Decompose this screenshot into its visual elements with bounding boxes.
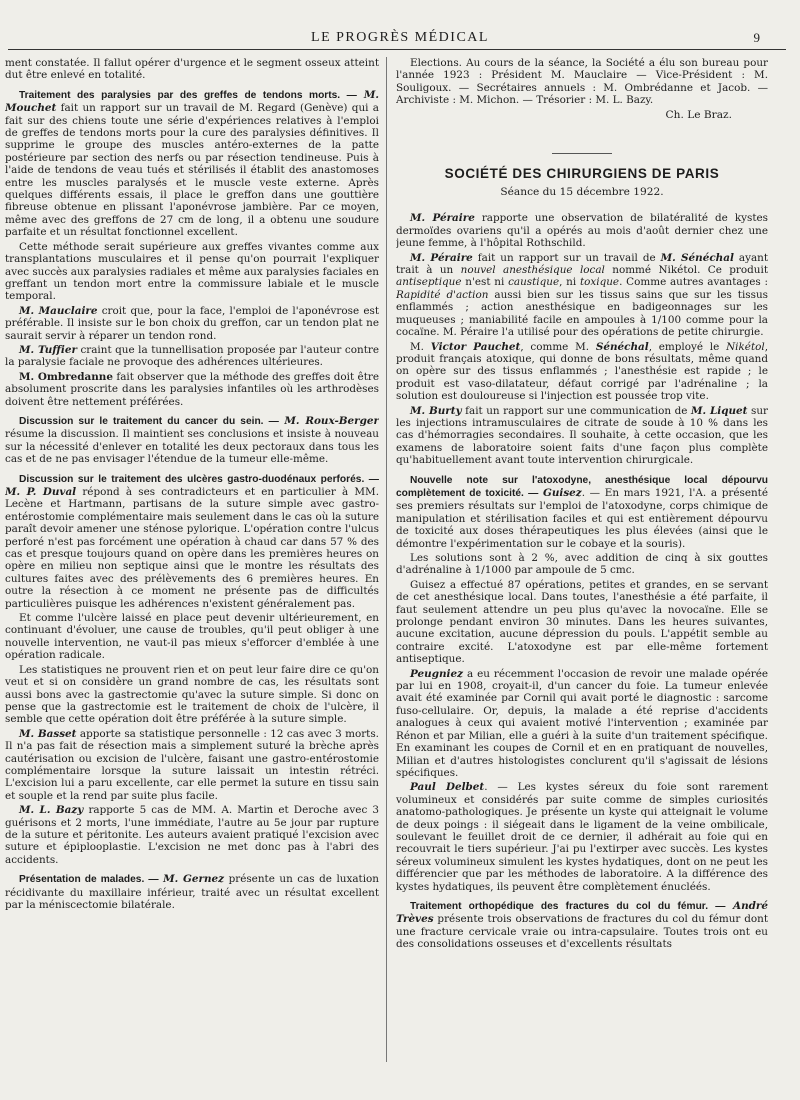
paragraph bbox=[5, 804, 379, 866]
paragraph: Cette méthode serait supérieure aux greffes vivantes comme aux transplantations musculaires et il pense qu'on pourrait l'expliquer avec succès aux paralysies radiales et même aux paralysies faciales en greffant un tendon mort entre la commissure labiale et le muscle temporal. bbox=[5, 240, 379, 303]
emphasis-text: caustique bbox=[508, 276, 560, 289]
page-header bbox=[0, 30, 800, 50]
speaker-name: M. Basset bbox=[19, 727, 77, 740]
speaker-name: M. Gernez bbox=[163, 873, 225, 886]
paragraph bbox=[5, 305, 379, 342]
speaker-name: M. Péraire bbox=[410, 212, 475, 225]
paragraph-text: craint que la tunnellisation proposée par l'auteur contre la paralysie faciale ne provoque des adhérences ultérieures. bbox=[5, 343, 379, 369]
header-rule bbox=[8, 49, 786, 50]
speaker-name: Peugniez bbox=[410, 667, 463, 680]
paragraph bbox=[5, 371, 379, 408]
paragraph-text: a eu récemment l'occasion de revoir une malade opérée par lui en 1908, croyait-il, d'un cancer du foie. La tumeur enlevée avait été examinée par Cornil qui avait porté le diagnostic : sarcome fuso-cellulaire. Or, depuis, la malade a été reprise d'accidents analogues à ceux qui avaient motivé l'intervention ; examinée par Rénon et par Milian, elle a guéri à la suite d'un traitement spécifique. En examinant les coupes de Cornil et en en pratiquant de nouvelles, Milian et d'autres histologistes conclurent qu'il s'agissait de lésions spécifiques. bbox=[396, 667, 768, 779]
emphasis-text: toxique bbox=[579, 276, 620, 289]
right-column bbox=[396, 57, 768, 1087]
paragraph bbox=[396, 781, 768, 893]
paragraph bbox=[396, 405, 768, 467]
speaker-name: André Trèves bbox=[396, 899, 768, 926]
paragraph-text: fait un rapport sur une communication de bbox=[461, 404, 691, 417]
paragraph-text: présente trois observations de fractures du col du fémur dont une fracture cervicale vraie ou intra-capsulaire. Toutes trois ont eu des consolidations osseuses et d'excellents résultats bbox=[396, 913, 768, 951]
section-atoxodyne bbox=[396, 474, 768, 550]
emphasis-text: nouvel anesthésique local bbox=[460, 264, 605, 277]
paragraph bbox=[396, 252, 768, 339]
section-heading: Discussion sur le traitement du cancer du sein. — bbox=[19, 415, 279, 427]
paragraph-text: , employé le bbox=[648, 340, 727, 353]
section-heading: Traitement orthopédique des fractures du col du fémur. — bbox=[410, 900, 726, 912]
paragraph-text: aussi bien sur les tissus sains que sur les tissus enflammés ; action anesthésique en badigeonnages sur les muqueuses ; maniabilité facile en ampoules à 1/100 comme pour la cocaïne. M. Péraire l'a utilisé pour des opérations de petite chirurgie. bbox=[396, 288, 768, 339]
paragraph-text: ayant trait à un bbox=[396, 251, 768, 277]
paragraph-text: . — Les kystes séreux du foie sont rarement volumineux et considérés par suite comme de simples curiosités anatomo-pathologiques. Je présente un kyste qui atteignait le volume de deux poings : il siégeait dans le ligament de la veine ombilicale, soulevant le feuillet droit de ce dernier, il adhérait au foie qui en recouvrait le tiers supérieur. J'ai pu l'extirper avec succès. Les kystes séreux volumineux simulent les kystes hydatiques, dont on ne peut les différencier que par les méthodes de laboratoire. A la différence des kystes hydatiques, ils peuvent être complètement énucléés. bbox=[396, 781, 768, 893]
paragraph-text: , produit français atoxique, qui donne de bons résultats, même quand on opère sur des tissus enflammés ; l'anesthésie est rapide ; le produit est vaso-dilatateur, défaut corrigé par l'adrénaline ; la solution est douloureuse si l'injection est poussée trop vite. bbox=[396, 340, 768, 403]
paragraph-text: fait un rapport sur un travail de bbox=[472, 251, 661, 264]
paragraph-text: . — En mars 1921, l'A. a présenté ses premiers résultats sur l'emploi de l'atoxodyne, corps chimique de manipulation et stérilisation faciles et qui est entièrement dépourvu de toxicité aux doses thérapeutiques les plus élevées (ainsi que le démontre l'expérimentation sur le cobaye et la souris). bbox=[396, 486, 768, 550]
speaker-name: Paul Delbet bbox=[410, 781, 485, 794]
paragraph-text: rapporte 5 cas de MM. A. Martin et Deroche avec 3 guérisons et 2 morts, l'une immédiate, l'autre au 5e jour par rupture de la suture et péritonite. Les auteurs avaient pratiqué l'excision avec suture et épiplooplastie. L'excision ne met donc pas à l'abri des accidents. bbox=[5, 804, 379, 866]
speaker-name: M. P. Duval bbox=[5, 486, 77, 498]
session-date: Séance du 15 décembre 1922. bbox=[500, 186, 664, 199]
paragraph-text: nommé Nikétol. Ce produit bbox=[604, 264, 768, 277]
paragraph: Les solutions sont à 2 %, avec addition de cinq à six gouttes d'adrénaline à 1/1000 par ampoule de 5 cmc. bbox=[396, 552, 768, 577]
paragraph-text: M. bbox=[410, 340, 431, 353]
section-heading: Traitement des paralysies par des greffes de tendons morts. — bbox=[19, 89, 357, 101]
emphasis-text: Nikétol bbox=[726, 340, 765, 353]
society-title: SOCIÉTÉ DES CHIRURGIENS DE PARIS bbox=[444, 166, 720, 182]
speaker-name: M. Liquet bbox=[691, 404, 748, 417]
section-ulceres bbox=[5, 473, 379, 610]
paragraph bbox=[396, 668, 768, 780]
paragraph bbox=[5, 344, 379, 369]
paragraph-text: résume la discussion. Il maintient ses conclusions et insiste à nouveau sur la nécessité d'enlever en totalité les deux pectoraux dans tous les cas et de ne pas envisager l'étendue de la tumeur elle-même. bbox=[5, 428, 379, 466]
paragraph: Guisez a effectué 87 opérations, petites et grandes, en se servant de cet anesthésique local. Dans toutes, l'anesthésie a été parfaite, il faut seulement attendre un peu plus qu'avec la novocaïne. Elle se prolonge pendant environ 30 minutes. Dans les heures suivantes, aucune excitation, aucune dépression du pouls. L'appétit semble au contraire excité. L'atoxodyne est par elle-même fortement antiseptique. bbox=[396, 578, 768, 666]
section-heading: Discussion sur le traitement des ulcères gastro-duodénaux perforés. — bbox=[19, 473, 379, 485]
paragraph-text: sur les injections intramusculaires de citrate de soude à 10 % dans les cas d'hémorragies secondaires. Il souhaite, à cette occasion, que les examens de laboratoire soient faits d'une façon plus complète qu'habituellement avant toute intervention chirurgicale. bbox=[396, 404, 768, 467]
section-fractures-col-femur bbox=[396, 900, 768, 951]
signature: Ch. Le Braz. bbox=[665, 108, 732, 121]
paragraph-text: n'est ni bbox=[461, 276, 509, 289]
page-number: 9 bbox=[753, 30, 760, 45]
running-title: LE PROGRÈS MÉDICAL bbox=[311, 30, 489, 45]
left-column bbox=[5, 57, 379, 1087]
paragraph-text: , ni bbox=[559, 276, 580, 289]
paragraph bbox=[396, 212, 768, 249]
paragraph bbox=[5, 728, 379, 802]
paragraph-text: présente un cas de luxation récidivante du maxillaire inférieur, traité avec un résultat excellent par la méniscectomie bilatérale. bbox=[5, 873, 379, 911]
paragraph-text: répond à ses contradicteurs et en particulier à MM. Lecène et Hartmann, partisans de la suture simple avec gastro-entérostomie complémentaire mais seulement dans le cas où la suture paraît devoir amener une sténose pylorique. L'opération contre l'ulcus perforé n'est pas forcément une opération à chaud car dans 57 % des cas et presque toujours quand on opère dans les premières heures on opère en milieu non septique ainsi que le montre les résultats des cultures faites avec des prélèvements des 6 premières heures. En outre la résection à ce moment ne présente pas de difficultés particulières puisque les adhérences n'existent généralement pas. bbox=[5, 486, 379, 610]
column-divider bbox=[386, 57, 387, 1062]
speaker-name: Victor Pauchet bbox=[430, 340, 521, 353]
paragraph: Et comme l'ulcère laissé en place peut devenir ultérieurement, en continuant d'évoluer, une cause de troubles, qu'il peut obliger à une nouvelle intervention, ne vaut-il pas mieux s'efforcer d'emblée à une opération radicale. bbox=[5, 612, 379, 662]
paragraph: ment constatée. Il fallut opérer d'urgence et le segment osseux atteint dut être enlevé en totalité. bbox=[5, 57, 379, 82]
paragraph-text: fait observer que la méthode des greffes doit être absolument proscrite dans les paralysies infantiles où les arthrodèses doivent être nettement préférées. bbox=[5, 370, 379, 408]
section-heading: Nouvelle note sur l'atoxodyne, anesthésique local dépourvu complètement de toxicité. — bbox=[396, 474, 768, 499]
paragraph: Les statistiques ne prouvent rien et on peut leur faire dire ce qu'on veut et si on considère un grand nombre de cas, les résultats sont aussi bons avec la gastrectomie qu'avec la suture simple. Si donc on pense que la gastrectomie est le traitement de choix de l'ulcère, il semble que cette opération doit être préférée à la suture simple. bbox=[5, 663, 379, 726]
speaker-name: M. Mauclaire bbox=[19, 304, 98, 317]
paragraph-text: . Comme autres avantages : bbox=[619, 276, 768, 289]
section-paralysies-greffes bbox=[5, 89, 379, 239]
speaker-name: M. Tuffier bbox=[19, 343, 77, 356]
paragraph-text: , comme M. bbox=[520, 340, 596, 353]
paragraph-text: croit que, pour la face, l'emploi de l'aponévrose est préférable. Il insiste sur le bon choix du greffon, car un tendon plat ne saurait servir à réparer un tendon rond. bbox=[5, 304, 379, 342]
section-presentation-malades bbox=[5, 873, 379, 911]
paragraph-elections: Elections. Au cours de la séance, la Société a élu son bureau pour l'année 1923 : Président M. Mauclaire — Vice-Président : M. Souligoux. — Secrétaires annuels : M. Ombrédanne et Jacob. — Archiviste : M. Michon. — Trésorier : M. L. Bazy. bbox=[396, 57, 768, 107]
speaker-name: Guisez bbox=[542, 486, 582, 499]
paragraph-text: fait un rapport sur un travail de M. Regard (Genève) qui a fait sur des chiens toute une série d'expériences relatives à l'emploi de greffes de tendons morts pour la cure des paralysies définitives. Il supprime le groupe des muscles antéro-externes de la patte postérieure par section des nerfs ou par résection tendineuse. Puis à l'aide de tendons de veau tués et stérilisés il établit des anastomoses entre les muscles paralysés et le muscle veste externe. Après quelques différents essais, il place le greffon dans une gouttière fibreuse obtenue en plissant l'aponévrose jambière. Par ce moyen, même avec des greffons de 27 cm de long, il a obtenu une soudure parfaite et un résultat fonctionnel excellent. bbox=[5, 102, 379, 239]
speaker-name: M. Ombredanne bbox=[19, 370, 113, 383]
section-heading: Présentation de malades. — bbox=[19, 874, 159, 886]
paragraph-text: apporte sa statistique personnelle : 12 cas avec 3 morts. Il n'a pas fait de résection mais a simplement suturé la brèche après cautérisation ou excision de l'ulcère, faisant une gastro-entérostomie complémentaire lorsque la suture laissait un intestin rétréci. L'excision lui a paru excellente, car elle permet la suture en tissu sain et souple et la rend par suite plus facile. bbox=[5, 727, 379, 802]
section-cancer-sein bbox=[5, 415, 379, 466]
speaker-name: M. Mouchet bbox=[5, 88, 379, 115]
speaker-name: M. Roux-Berger bbox=[284, 414, 379, 427]
paragraph bbox=[396, 341, 768, 403]
paragraph-text: rapporte une observation de bilatéralité de kystes dermoïdes ovariens qu'il a opérés au mois d'août dernier chez une jeune femme, à l'hôpital Rothschild. bbox=[396, 212, 768, 250]
speaker-name: M. Burty bbox=[410, 404, 462, 417]
speaker-name: Sénéchal bbox=[595, 340, 649, 353]
section-rule bbox=[552, 153, 612, 154]
emphasis-text: antiseptique bbox=[396, 276, 462, 289]
speaker-name: M. Péraire bbox=[410, 251, 473, 264]
speaker-name: M. L. Bazy bbox=[19, 804, 84, 817]
speaker-name: M. Sénéchal bbox=[660, 251, 734, 264]
emphasis-text: Rapidité d'action bbox=[396, 288, 489, 301]
